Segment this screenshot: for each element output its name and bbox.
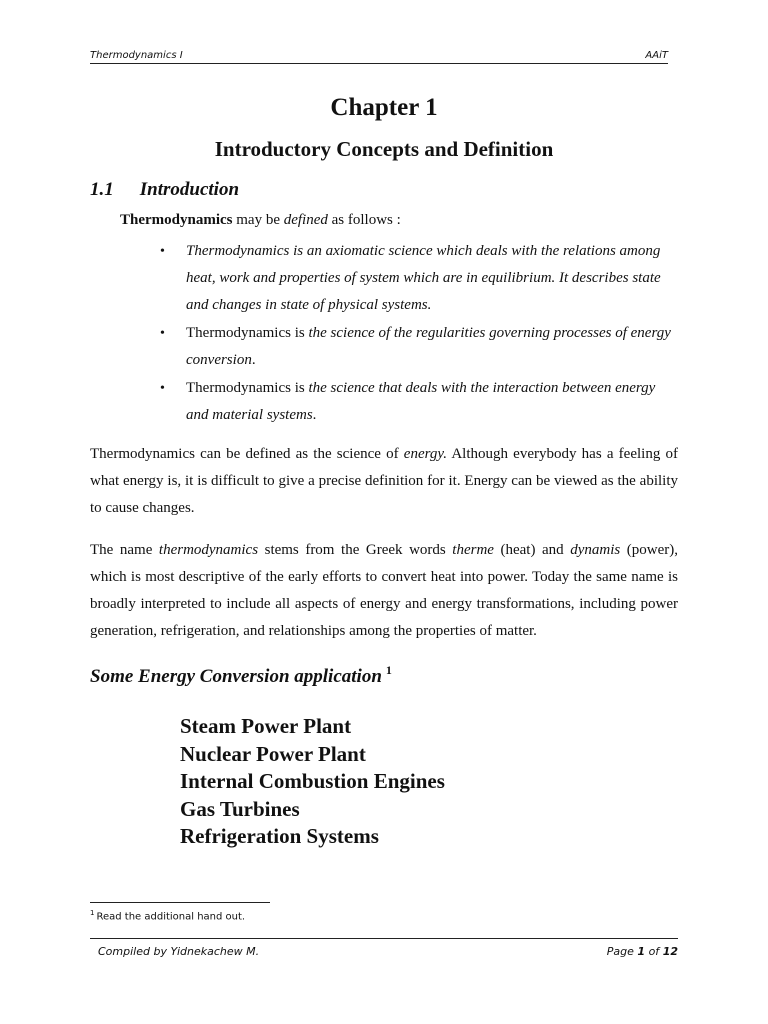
definition-list xyxy=(160,238,680,429)
of-word: of xyxy=(645,945,663,958)
footer-author: Compiled by Yidnekachew M. xyxy=(98,945,260,958)
para2-text-g: (power), which is most descriptive of the early efforts to convert heat into power. Today the same name is broadly interpreted to include all aspects of energy and energy transformations, including power generation, refrigeration, and relationships among the properties of matter. xyxy=(90,542,678,639)
list-item: Gas Turbines xyxy=(180,796,300,821)
bullet-icon: • xyxy=(160,381,165,396)
subsection-title: Some Energy Conversion application xyxy=(90,666,382,687)
para2-emphasis-therme: therme xyxy=(452,542,494,558)
header-institution: AAiT xyxy=(645,50,668,61)
footnote xyxy=(90,909,245,922)
subsection-heading xyxy=(90,663,392,688)
footnote-divider xyxy=(90,902,270,903)
page-footer xyxy=(98,945,678,958)
bullet-icon: • xyxy=(160,244,165,259)
list-item xyxy=(160,238,680,319)
bullet-italic: the science of the regularities governing processes of energy conversion xyxy=(186,325,671,368)
page-header xyxy=(90,47,668,64)
para2-emphasis-dynamis: dynamis xyxy=(570,542,621,558)
para2-emphasis-thermodynamics: thermodynamics xyxy=(158,542,259,558)
current-page: 1 xyxy=(637,945,646,958)
section-heading xyxy=(90,179,239,201)
bullet-suffix: . xyxy=(251,352,256,368)
bullet-suffix: . xyxy=(312,407,317,423)
list-item xyxy=(160,375,680,429)
footnote-text: Read the additional hand out. xyxy=(96,911,246,923)
bullet-icon: • xyxy=(160,326,165,341)
total-pages: 12 xyxy=(662,945,678,958)
definition-text-1: may be xyxy=(232,212,284,228)
chapter-title: Chapter 1 xyxy=(330,94,438,121)
para1-text-a: Thermodynamics can be defined as the science of xyxy=(90,446,404,462)
para1-emphasis: energy. xyxy=(403,446,447,462)
paragraph-energy xyxy=(90,441,678,522)
list-item xyxy=(160,320,680,374)
definition-emphasis: defined xyxy=(283,212,328,228)
section-title: Introduction xyxy=(139,179,240,200)
page-number xyxy=(607,945,678,958)
list-item: Nuclear Power Plant xyxy=(180,741,366,766)
bullet-prefix: Thermodynamics is xyxy=(186,380,309,396)
footnote-mark: 1 xyxy=(90,909,95,917)
list-item: Refrigeration Systems xyxy=(180,824,379,848)
applications-list xyxy=(180,713,445,851)
definition-intro xyxy=(120,212,401,229)
paragraph-etymology xyxy=(90,537,678,645)
bullet-italic: Thermodynamics is an axiomatic science which deals with the relations among heat, work and properties of system which are in equilibrium. It describes state and changes in state of physical systems. xyxy=(186,243,661,313)
page-word: Page xyxy=(606,945,638,958)
bullet-italic: the science that deals with the interaction between energy and material systems xyxy=(186,380,656,423)
section-number: 1.1 xyxy=(90,179,114,200)
para2-text-c: stems from the Greek words xyxy=(258,542,453,558)
para1-text-c: Although everybody has a feeling of what energy is, it is difficult to give a precise definition for it. Energy can be viewed as the ability to cause changes. xyxy=(90,446,678,516)
list-item: Internal Combustion Engines xyxy=(180,769,445,793)
footnote-reference[interactable]: 1 xyxy=(385,663,392,677)
chapter-subtitle: Introductory Concepts and Definition xyxy=(214,137,554,161)
para2-text-a: The name xyxy=(90,542,159,558)
para2-text-e: (heat) and xyxy=(493,542,571,558)
bullet-prefix: Thermodynamics is xyxy=(186,325,309,341)
definition-text-2: as follows : xyxy=(327,212,401,228)
header-course-title: Thermodynamics I xyxy=(90,50,183,61)
list-item: Steam Power Plant xyxy=(180,714,352,738)
definition-term: Thermodynamics xyxy=(120,212,233,228)
footer-divider xyxy=(90,938,678,939)
